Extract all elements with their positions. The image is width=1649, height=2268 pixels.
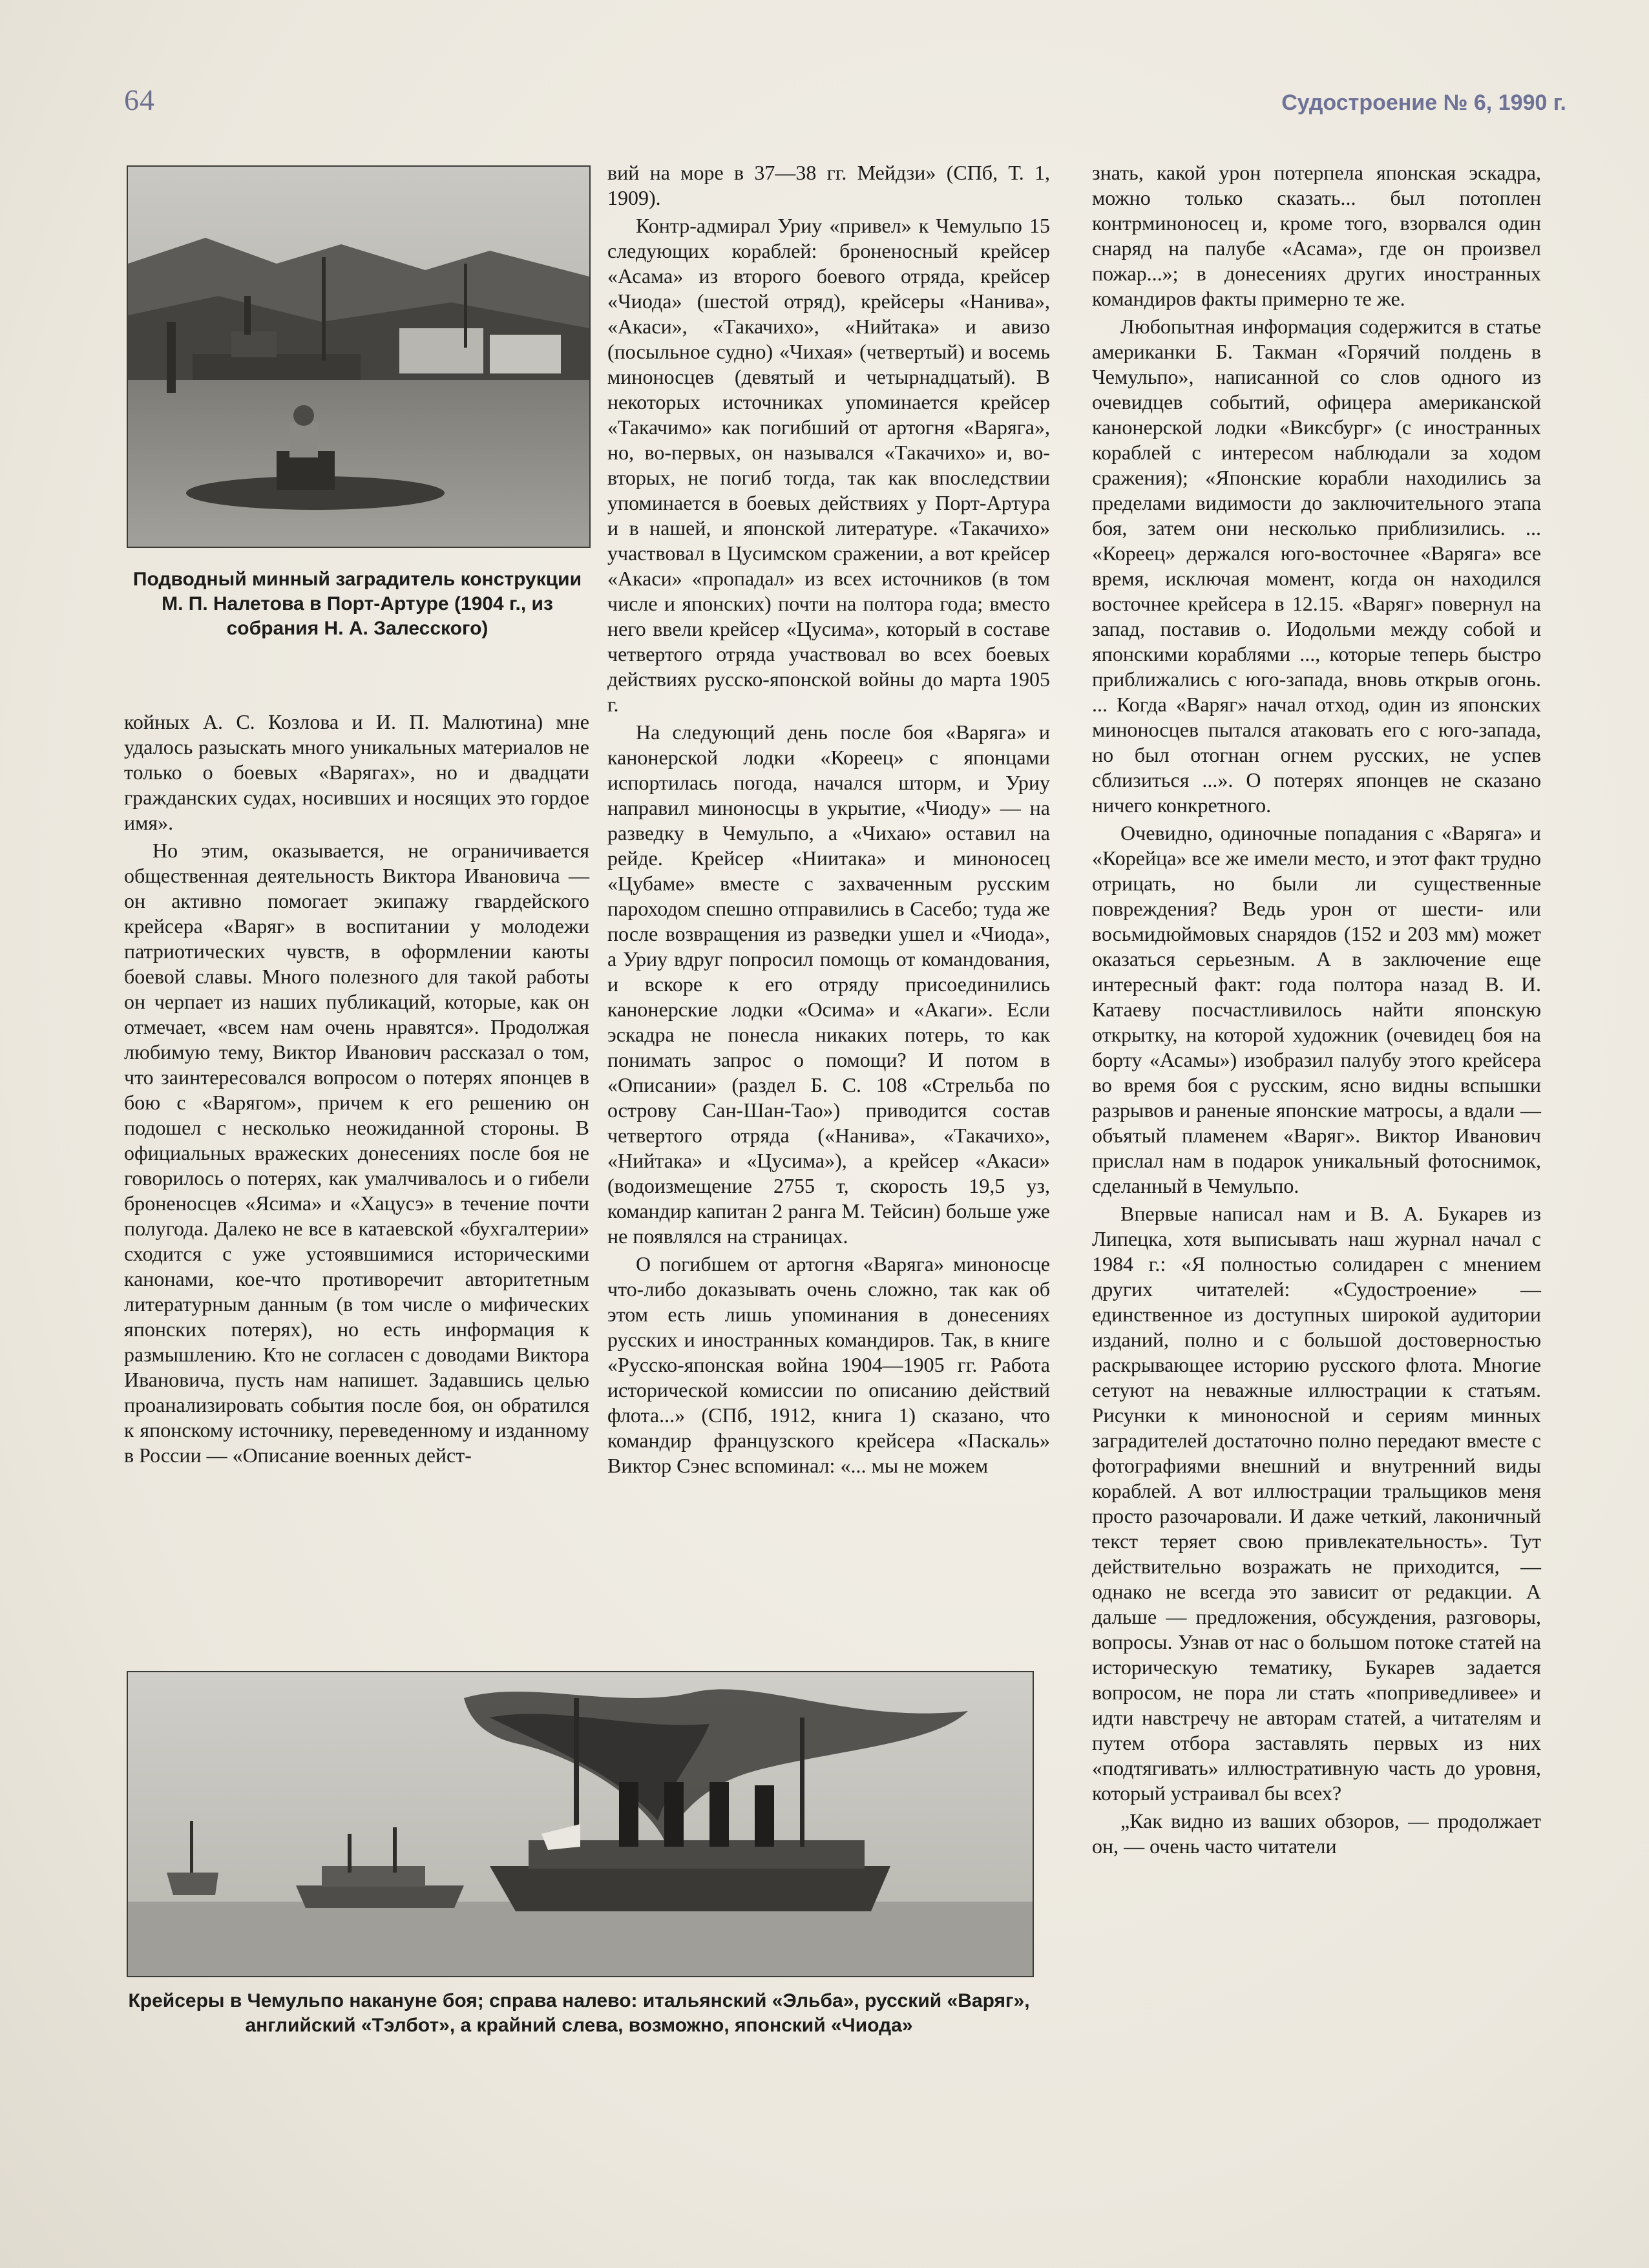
submarine-minelayer-photo [127,165,591,548]
submarine-photo-illustration [128,167,589,547]
text-column-right [1092,160,1541,1859]
cruisers-chemulpo-photo [127,1671,1034,1977]
submarine-photo-caption: Подводный минный заградитель конструкции М. П. Налетова в Порт-Артуре (1904 г., из собрания Н. А. Залесского) [132,569,582,639]
paragraph: Впервые написал нам и В. А. Букарев из Липецка, хотя выписывать наш журнал начал с 1984 г.: «Я полностью солидарен с мнением других читателей: «Судостроение» — единственное из доступных широкой аудитории изданий, полно и с большой достоверностью раскрывающее историю русского флота. Многие сетуют на неважные иллюстрации к статьям. Рисунки к миноносной и сериям минных заградителей достаточно полно передают вместе с фотографиями внешний и внутренний виды кораблей. А вот иллюстрации тральщиков меня просто разочаровали. И даже четкий, лаконичный текст теряет свою привлекательность». Тут действительно возражать не приходится, — однако не всегда это зависит от редакции. А дальше — предложения, обсуждения, разговоры, вопросы. Узнав от нас о большом потоке статей на историческую тематику, Букарев задается вопросом, не пора ли стать «поприведливее» и идти навстречу не авторам статей, а читателям и путем отбора заставлять первых из них «подтягивать» иллюстративную часть до уровня, который устраивал бы всех? [1092,1202,1541,1805]
paragraph: На следующий день после боя «Варяга» и канонерской лодки «Кореец» с японцами испортилась погода, начался шторм, и Уриу направил миноносцы в укрытие, «Чиоду» — на разведку в Чемульпо, а «Чихаю» оставил на рейде. Крейсер «Ниитака» и миноносец «Цубаме» вместе с захваченным русским пароходом спешно отправились в Сасебо; туда же после возвращения из разведки ушел и «Чиода», а Уриу вдруг попросил помощь от командования, и вскоре к его отряду присоединились канонерские лодки «Осима» и «Акаги». Если эскадра не понесла никаких потерь, то как понимать запрос о помощи? И потом в «Описании» (раздел Б. С. 108 «Стрельба по острову Сан-Шан-Тао») приводится состав четвертого отряда («Нанива», «Такачихо», «Нийтака» и «Цусима»), а крейсер «Акаси» (водоизмещение 2755 т, скорость 19,5 уз, командир капитан 2 ранга М. Тейсин) больше уже не появлялся на страницах. [607,720,1050,1248]
page-number: 64 [124,83,155,116]
paragraph: О погибшем от артогня «Варяга» миноносце что-либо доказывать очень сложно, так как об этом есть лишь упоминания в донесениях русских и иностранных командиров. Так, в книге «Русско-японская война 1904—1905 гг. Работа исторической комиссии по описанию действий флота...» (СПб, 1912, книга 1) сказано, что командир французского крейсера «Паскаль» Виктор Сэнес вспоминал: «... мы не можем [607,1252,1050,1477]
paragraph: „Как видно из ваших обзоров, — продолжает он, — очень часто читатели [1092,1809,1541,1858]
cruisers-photo-illustration [128,1672,1033,1976]
paragraph: Но этим, оказывается, не ограничивается общественная деятельность Виктора Ивановича — он активно помогает экипажу гвардейского крейсера «Варяг» в воспитании у молодежи патриотических чувств, в оформлении каюты боевой славы. Много полезного для такой работы он черпает из наших публикаций, которые, как он отмечает, «всем нам очень нравятся». Продолжая любимую тему, Виктор Иванович рассказал о том, что заинтересовался вопросом о потерях японцев в бою с «Варягом», причем к его решению он подошел с несколько неожиданной стороны. В официальных вражеских донесениях после боя не говорилось о потерях, как умалчивалось и о гибели броненосцев «Ясима» и «Хацусэ» в течение почти полугода. Далеко не все в катаевской «бухгалтерии» сходится с уже устоявшимися историческими канонами, кое-что противоречит авторитетным литературным данным (в том числе о мифических японских потерях), но есть информация к размышлению. Кто не согласен с доводами Виктора Ивановича, пусть нам напишет. Задавшись целью проанализировать события после боя, он обратился к японскому источнику, переведенному и изданному в России — «Описание военных дейст- [124,839,589,1467]
paragraph: Любопытная информация содержится в статье американки Б. Такман «Горячий полдень в Чемульпо», написанной со слов одного из очевидцев событий, офицера американской канонерской лодки «Виксбург» (с иностранных кораблей с интересом наблюдали за ходом сражения); «Японские корабли находились за пределами видимости до заключительного этапа боя, затем они несколько приблизились. ... «Кореец» держался юго-восточнее «Варяга» все время, исключая момент, когда он находился восточнее крейсера в 12.15. «Варяг» повернул на запад, поставив о. Иодольми между собой и японскими кораблями ..., которые теперь быстро приближались с юго-запада, вновь открыв огонь. ... Когда «Варяг» начал отход, один из японских миноносцев пытался атаковать его с юго-запада, но был отогнан огнем русских, не успев сблизиться ...». О потерях японцев не сказано ничего конкретного. [1092,315,1541,817]
paragraph: знать, какой урон потерпела японская эскадра, можно только сказать... был потоплен контрминоносец и, кроме того, взорвался один снаряд на палубе «Асама», где он произвел пожар...»; в донесениях других иностранных командиров факты примерно те же. [1092,161,1541,310]
paragraph: Очевидно, одиночные попадания с «Варяга» и «Корейца» все же имели место, и этот факт трудно отрицать, но были ли существенные повреждения? Ведь урон от шести- или восьмидюймовых снарядов (152 и 203 мм) может оказаться серьезным. А в заключение еще интересный факт: года полтора назад В. И. Катаеву посчастливилось найти японскую открытку, на которой художник (очевидец боя на борту «Асамы») изобразил палубу этого крейсера во время боя с русским, ясно видны вспышки разрывов и раненые японские матросы, а вдали — объятый пламенем «Варяг». Виктор Иванович прислал нам в подарок уникальный фотоснимок, сделанный в Чемульпо. [1092,821,1541,1197]
paragraph: вий на море в 37—38 гг. Мейдзи» (СПб, Т. 1, 1909). [607,161,1050,209]
text-column-left [124,709,589,1468]
text-column-middle [607,160,1050,1478]
journal-issue-header: Судостроение № 6, 1990 г. [1281,90,1566,115]
paragraph: койных А. С. Козлова и И. П. Малютина) мне удалось разыскать много уникальных материалов не только о боевых «Варягах», но и двадцати гражданских судах, носивших и носящих это гордое имя». [124,710,589,834]
cruisers-photo-caption: Крейсеры в Чемульпо накануне боя; справа налево: итальянский «Эльба», русский «Варяг», английский «Тэлбот», а крайний слева, возможно, японский «Чиода» [128,1990,1030,2036]
paragraph: Контр-адмирал Уриу «привел» к Чемульпо 15 следующих кораблей: броненосный крейсер «Асама» из второго боевого отряда, крейсер «Чиода» (шестой отряд), крейсеры «Нанива», «Акаси», «Такачихо», «Нийтака» и авизо (посыльное судно) «Чихая» (четвертый) и восемь миноносцев (девятый и четырнадцатый). В некоторых источниках упоминается крейсер «Такачимо» как погибший от артогня «Варяга», но, во-первых, он назывался «Такачихо» и, во-вторых, не погиб тогда, так как впоследствии упоминается в боевых действиях у Порт-Артура и в нашей, и японской литературе. «Такачихо» участвовал в Цусимском сражении, а вот крейсер «Акаси» «пропадал» из всех источников (в том числе и японских) почти на полтора года; вместо него ввели крейсер «Цусима», который в составе четвертого отряда участвовал во всех боевых действиях русско-японской войны до марта 1905 г. [607,214,1050,716]
